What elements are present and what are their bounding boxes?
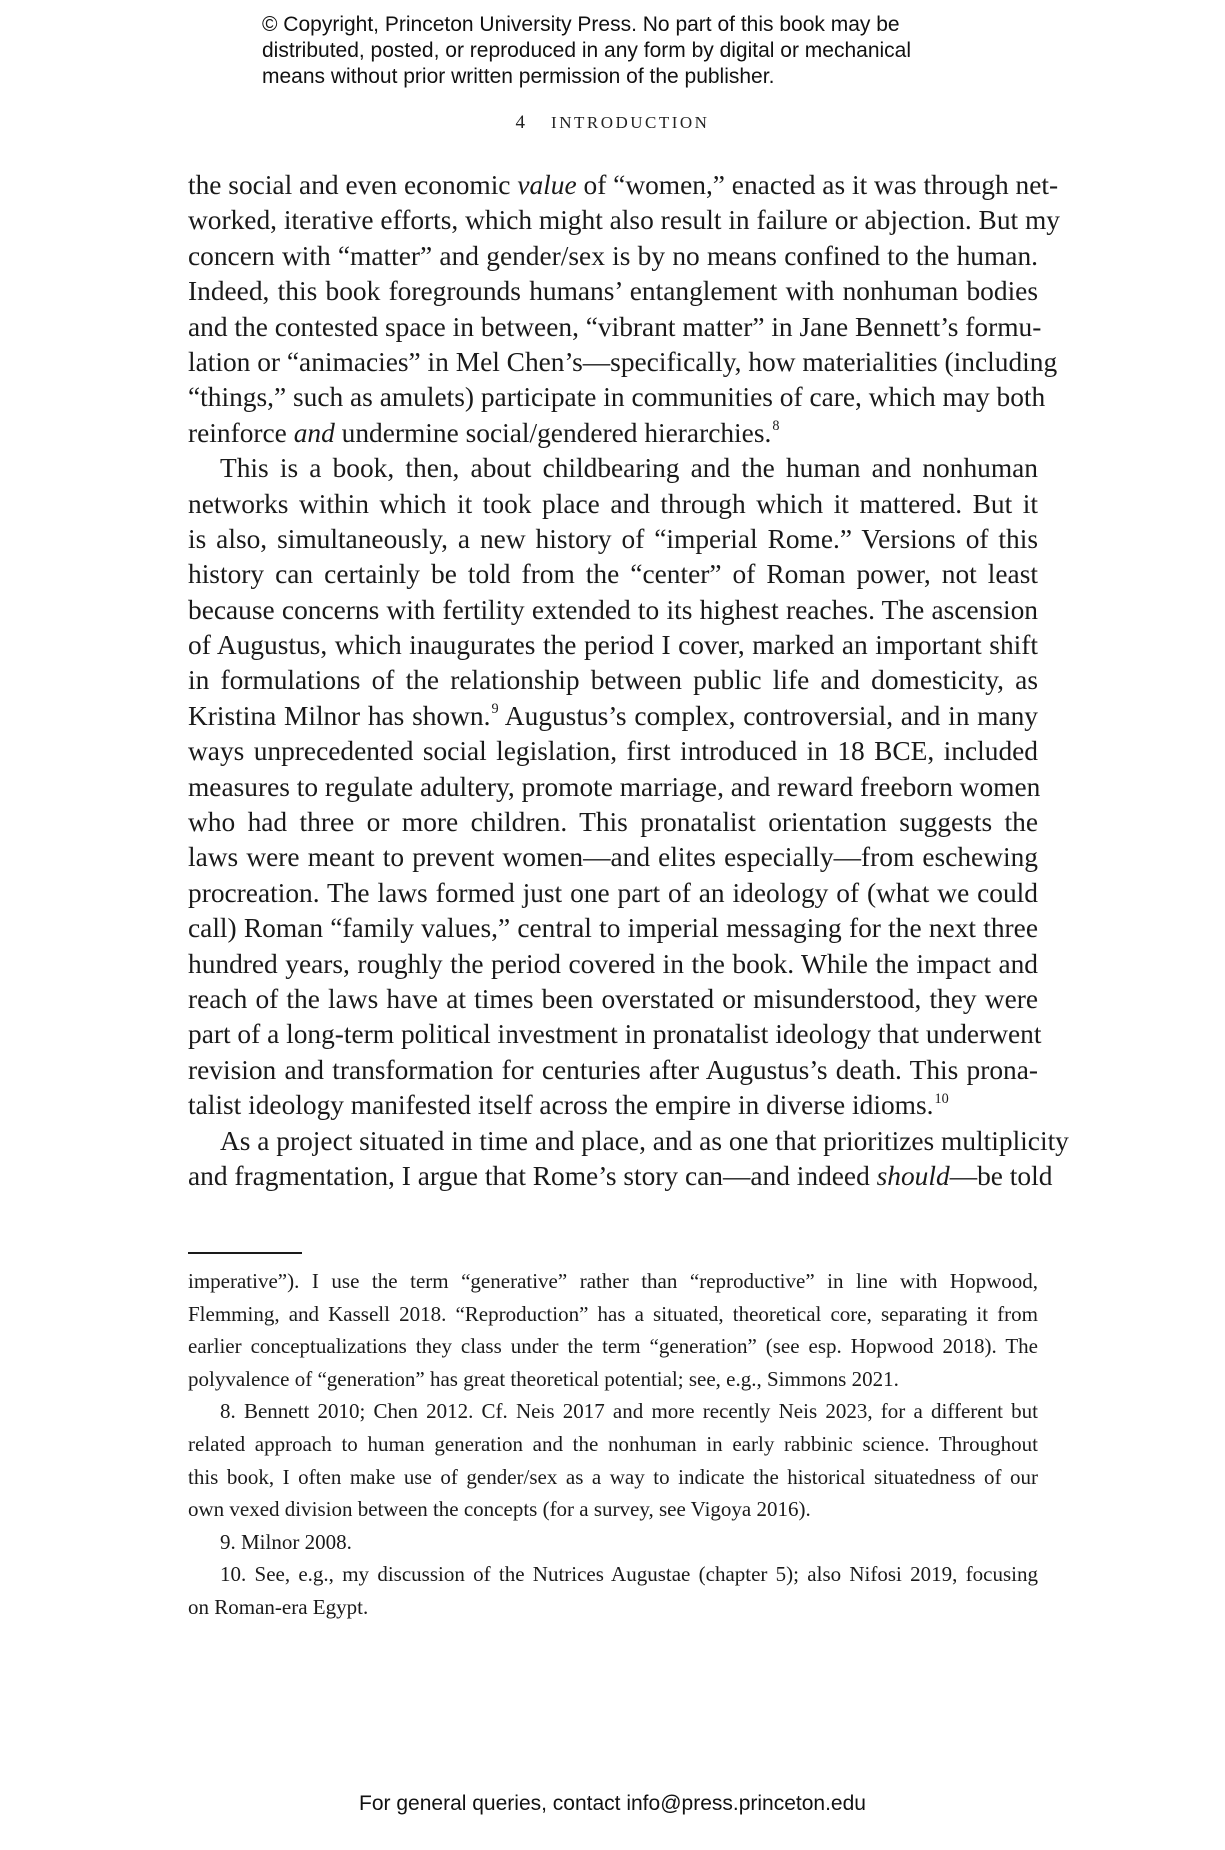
body-line: because concerns with fertility extended to its highest reaches. The ascension bbox=[188, 594, 1038, 625]
copyright-notice bbox=[262, 12, 1022, 90]
copyright-line: means without prior written permission of the publisher. bbox=[262, 65, 775, 88]
footnote-ref: 9 bbox=[491, 701, 499, 718]
body-line: As a project situated in time and place, and as one that prioritizes multiplicity bbox=[220, 1125, 1069, 1156]
footnote-line: this book, I often make use of gender/sex as a way to indicate the historical situatedness of our bbox=[188, 1464, 1038, 1489]
body-line: in formulations of the relationship between public life and domesticity, as bbox=[188, 665, 1038, 696]
page-number: 4 bbox=[515, 112, 526, 133]
running-head bbox=[0, 112, 1225, 134]
chapter-title: INTRODUCTION bbox=[551, 113, 710, 132]
body-line: worked, iterative efforts, which might also result in failure or abjection. But my bbox=[188, 205, 1060, 236]
body-line: measures to regulate adultery, promote marriage, and reward freeborn women bbox=[188, 771, 1041, 802]
footnote-line: earlier conceptualizations they class under the term “generation” (see esp. Hopwood 2018). The bbox=[188, 1334, 1038, 1359]
footnote-line: 10. See, e.g., my discussion of the Nutrices Augustae (chapter 5); also Nifosi 2019, focusing bbox=[220, 1562, 1038, 1587]
body-line: call) Roman “family values,” central to imperial messaging for the next three bbox=[188, 913, 1038, 944]
body-line: reach of the laws have at times been overstated or misunderstood, they were bbox=[188, 983, 1038, 1014]
footnote-ref: 8 bbox=[772, 418, 780, 435]
body-line: procreation. The laws formed just one part of an ideology of (what we could bbox=[188, 877, 1038, 908]
footnote-line: 8. Bennett 2010; Chen 2012. Cf. Neis 2017 and more recently Neis 2023, for a different but bbox=[220, 1399, 1038, 1424]
body-line: Indeed, this book foregrounds humans’ entanglement with nonhuman bodies bbox=[188, 276, 1038, 307]
body-line: laws were meant to prevent women—and elites especially—from eschewing bbox=[188, 842, 1038, 873]
body-line: is also, simultaneously, a new history of “imperial Rome.” Versions of this bbox=[188, 523, 1038, 554]
footnote-ref: 10 bbox=[934, 1090, 949, 1107]
footnote-line: polyvalence of “generation” has great theoretical potential; see, e.g., Simmons 2021. bbox=[188, 1366, 899, 1391]
body-line: ways unprecedented social legislation, first introduced in 18 BCE, included bbox=[188, 736, 1038, 767]
body-line: Kristina Milnor has shown.$^9$ Augustus’s complex, controversial, and in many bbox=[188, 700, 1038, 731]
footnote-line: own vexed division between the concepts (for a survey, see Vigoya 2016). bbox=[188, 1497, 811, 1522]
footnote-line: imperative”). I use the term “generative” rather than “reproductive” in line with Hopwood, bbox=[188, 1269, 1038, 1293]
footnote-line: on Roman-era Egypt. bbox=[188, 1594, 369, 1619]
body-line: and fragmentation, I argue that Rome’s story can—and indeed should—be told bbox=[188, 1160, 1053, 1191]
body-line: lation or “animacies” in Mel Chen’s—specifically, how materialities (including bbox=[188, 346, 1058, 377]
body-line: concern with “matter” and gender/sex is by no means confined to the human. bbox=[188, 240, 1038, 271]
body-line: reinforce and undermine social/gendered hierarchies.$^8$ bbox=[188, 417, 780, 448]
body-line: part of a long-term political investment in pronatalist ideology that underwent bbox=[188, 1019, 1042, 1050]
body-line: talist ideology manifested itself across the empire in diverse idioms.$^{10}$ bbox=[188, 1090, 949, 1121]
body-line: of Augustus, which inaugurates the period I cover, marked an important shift bbox=[188, 630, 1038, 661]
contact-line: For general queries, contact info@press.princeton.edu bbox=[359, 1792, 866, 1815]
body-line: “things,” such as amulets) participate in communities of care, which may both bbox=[188, 382, 1046, 413]
footnote-line: 9. Milnor 2008. bbox=[220, 1529, 352, 1554]
body-line: hundred years, roughly the period covered in the book. While the impact and bbox=[188, 948, 1038, 979]
copyright-line: distributed, posted, or reproduced in any form by digital or mechanical bbox=[262, 39, 912, 62]
footnotes bbox=[188, 1265, 1038, 1624]
body-line: the social and even economic value of “women,” enacted as it was through net- bbox=[188, 170, 1059, 200]
body-line: and the contested space in between, “vibrant matter” in Jane Bennett’s formu- bbox=[188, 311, 1042, 342]
body-line: revision and transformation for centuries after Augustus’s death. This prona- bbox=[188, 1054, 1038, 1085]
footnote-divider bbox=[188, 1252, 302, 1254]
footnote-line: Flemming, and Kassell 2018. “Reproduction” has a situated, theoretical core, separating it from bbox=[188, 1301, 1038, 1326]
body-line: This is a book, then, about childbearing and the human and nonhuman bbox=[220, 453, 1038, 484]
copyright-line: © Copyright, Princeton University Press. No part of this book may be bbox=[262, 13, 900, 36]
body-line: who had three or more children. This pronatalist orientation suggests the bbox=[188, 807, 1038, 838]
body-text bbox=[188, 168, 1069, 1194]
footnote-line: related approach to human generation and the nonhuman in early rabbinic science. Throughout bbox=[188, 1431, 1038, 1456]
body-line: history can certainly be told from the “center” of Roman power, not least bbox=[188, 559, 1038, 590]
body-line: networks within which it took place and through which it mattered. But it bbox=[188, 488, 1038, 519]
